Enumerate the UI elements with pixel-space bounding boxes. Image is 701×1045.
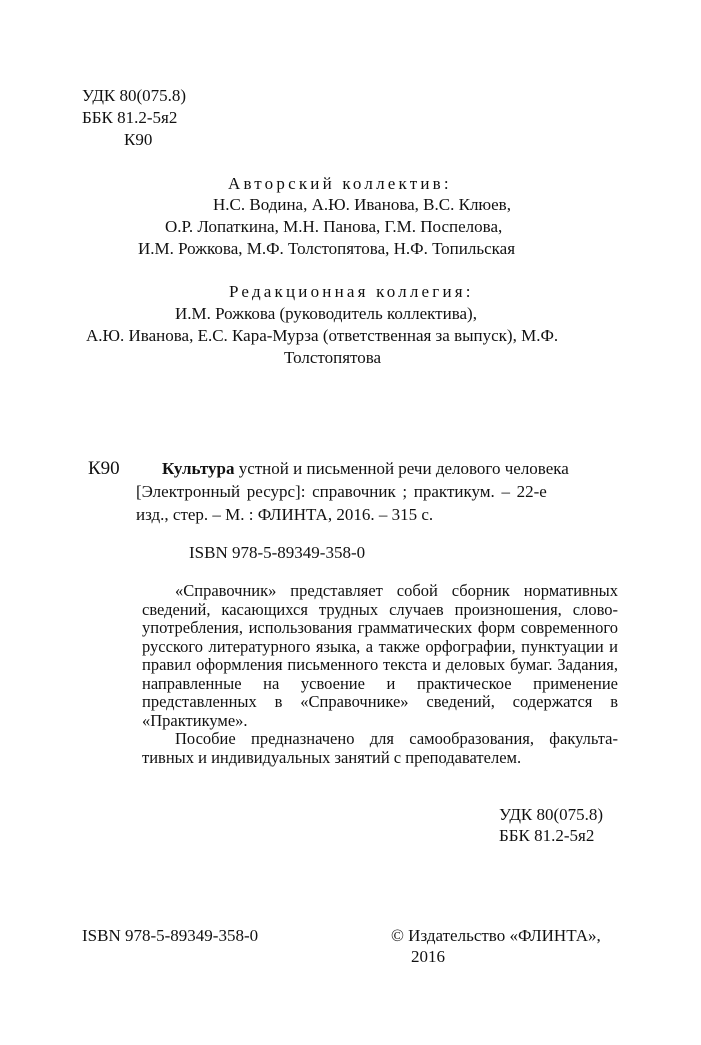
entry-line-2: [Электронный ресурс]: справочник ; практикум. – 22-е <box>136 482 547 501</box>
authors-line-3: И.М. Рожкова, М.Ф. Толстопятова, Н.Ф. Топильская <box>138 239 516 258</box>
entry-title <box>162 459 569 479</box>
footer-copyright: © Издательство «ФЛИНТА», <box>391 926 601 945</box>
abstract-paragraph-1: «Справочник» представляет собой сборник нормативных сведений, касающихся трудных случаев произношения, словоупотребления, использования грамматических форм современного русского литературного языка, а также орфографии, пунктуации и правил оформления письменного текста и деловых бумаг. Задания, направленные на усвоение и практическое применение представленных в «Справочнике» сведений, содержатся в «Практикуме». <box>142 581 618 730</box>
authors-heading: Авторский коллектив: <box>228 174 452 193</box>
entry-line-3: изд., стер. – М. : ФЛИНТА, 2016. – 315 с. <box>136 505 434 524</box>
authors-line-2: О.Р. Лопаткина, М.Н. Панова, Г.М. Поспелова, <box>165 217 503 236</box>
udk-code: УДК 80(075.8) <box>82 86 187 105</box>
abstract-paragraph-2: Пособие предназначено для самообразования, факультативных и индивидуальных занятий с преподавателем. <box>142 729 618 767</box>
udk-code-bottom: УДК 80(075.8) <box>499 805 604 824</box>
editorial-line-2: А.Ю. Иванова, Е.С. Кара-Мурза (ответственная за выпуск), М.Ф. <box>86 326 559 345</box>
editorial-heading: Редакционная коллегия: <box>229 282 474 301</box>
footer-year: 2016 <box>411 947 445 966</box>
editorial-line-3: Толстопятова <box>284 348 382 367</box>
footer-isbn: ISBN 978-5-89349-358-0 <box>82 926 259 945</box>
bbk-code: ББК 81.2-5я2 <box>82 108 178 127</box>
entry-title-rest: устной и письменной речи делового человека <box>234 459 569 478</box>
bbk-code-bottom: ББК 81.2-5я2 <box>499 826 595 845</box>
authors-line-1: Н.С. Водина, А.Ю. Иванова, В.С. Клюев, <box>213 195 511 214</box>
entry-mark: К90 <box>88 458 120 479</box>
abstract <box>142 582 618 767</box>
editorial-line-1: И.М. Рожкова (руководитель коллектива), <box>175 304 477 323</box>
entry-title-bold: Культура <box>162 459 235 478</box>
author-mark: К90 <box>124 130 153 149</box>
entry-isbn: ISBN 978-5-89349-358-0 <box>189 543 366 562</box>
